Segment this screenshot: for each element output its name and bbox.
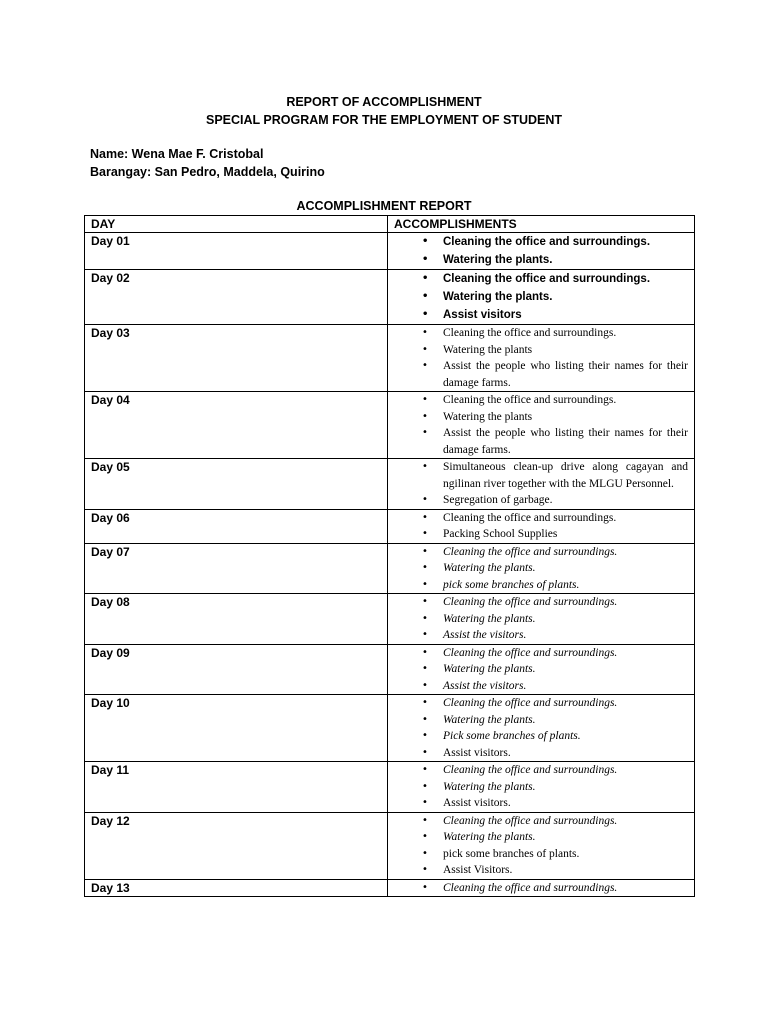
- report-title: REPORT OF ACCOMPLISHMENT: [286, 95, 482, 109]
- table-row: [85, 270, 695, 325]
- report-subtitle: SPECIAL PROGRAM FOR THE EMPLOYMENT OF STUDENT: [205, 113, 563, 127]
- day-cell: Day 04: [85, 392, 388, 459]
- accomplishment-cell: [388, 509, 695, 543]
- list-item: • Assist visitors.: [392, 745, 688, 762]
- accomplishment-cell: [388, 233, 695, 270]
- list-item: • Watering the plants.: [392, 779, 688, 796]
- list-item: • Watering the plants.: [392, 288, 688, 306]
- list-item: • Pick some branches of plants.: [392, 728, 688, 745]
- list-item: • Assist the people who listing their names for their damage farms.: [392, 425, 688, 458]
- list-item: • Watering the plants: [392, 342, 688, 359]
- day-cell: Day 02: [85, 270, 388, 325]
- accomplishment-cell: [388, 594, 695, 645]
- table-header-row: [85, 216, 695, 233]
- list-item: • Watering the plants.: [392, 712, 688, 729]
- accomplishment-cell: [388, 762, 695, 813]
- list-item: • Watering the plants: [392, 409, 688, 426]
- accomplishment-table: [84, 215, 695, 897]
- student-name: Name: Wena Mae F. Cristobal: [90, 147, 264, 161]
- accomplishment-cell: [388, 325, 695, 392]
- accomplishment-cell: [388, 695, 695, 762]
- accomplishment-cell: [388, 459, 695, 510]
- accomplishment-cell: [388, 879, 695, 897]
- day-cell: Day 10: [85, 695, 388, 762]
- table-row: [85, 812, 695, 879]
- list-item: • Assist visitors: [392, 306, 688, 324]
- list-item: • Cleaning the office and surroundings.: [392, 325, 688, 342]
- table-row: [85, 392, 695, 459]
- day-cell: Day 03: [85, 325, 388, 392]
- list-item: • Watering the plants.: [392, 829, 688, 846]
- accomplishment-cell: [388, 392, 695, 459]
- table-caption: ACCOMPLISHMENT REPORT: [296, 199, 472, 213]
- table-row: [85, 644, 695, 695]
- accomplishment-cell: [388, 270, 695, 325]
- list-item: • Cleaning the office and surroundings.: [392, 762, 688, 779]
- student-barangay: Barangay: San Pedro, Maddela, Quirino: [90, 165, 325, 179]
- list-item: • Simultaneous clean-up drive along cagayan and ngilinan river together with the MLGU Personnel.: [392, 459, 688, 492]
- list-item: • Cleaning the office and surroundings.: [392, 695, 688, 712]
- table-row: [85, 594, 695, 645]
- day-cell: Day 11: [85, 762, 388, 813]
- table-row: [85, 543, 695, 594]
- table-row: [85, 762, 695, 813]
- list-item: • Cleaning the office and surroundings.: [392, 392, 688, 409]
- accomplishment-cell: [388, 543, 695, 594]
- table-row: [85, 509, 695, 543]
- list-item: • Assist the visitors.: [392, 678, 688, 695]
- list-item: • Watering the plants.: [392, 661, 688, 678]
- day-cell: Day 09: [85, 644, 388, 695]
- list-item: • Watering the plants.: [392, 611, 688, 628]
- list-item: • Assist visitors.: [392, 795, 688, 812]
- list-item: • Assist the people who listing their names for their damage farms.: [392, 358, 688, 391]
- list-item: • Watering the plants.: [392, 560, 688, 577]
- table-row: [85, 459, 695, 510]
- list-item: • Cleaning the office and surroundings.: [392, 645, 688, 662]
- list-item: • Cleaning the office and surroundings.: [392, 510, 688, 527]
- day-cell: Day 06: [85, 509, 388, 543]
- day-cell: Day 07: [85, 543, 388, 594]
- list-item: • Cleaning the office and surroundings.: [392, 544, 688, 561]
- list-item: • Cleaning the office and surroundings.: [392, 880, 688, 897]
- table-row: [85, 233, 695, 270]
- day-cell: Day 13: [85, 879, 388, 897]
- list-item: • Assist the visitors.: [392, 627, 688, 644]
- day-cell: Day 08: [85, 594, 388, 645]
- list-item: • Cleaning the office and surroundings.: [392, 813, 688, 830]
- day-cell: Day 01: [85, 233, 388, 270]
- day-cell: Day 12: [85, 812, 388, 879]
- table-row: [85, 879, 695, 897]
- day-cell: Day 05: [85, 459, 388, 510]
- column-header-day: DAY: [85, 216, 388, 233]
- column-header-accomplishments: ACCOMPLISHMENTS: [388, 216, 695, 233]
- list-item: • Segregation of garbage.: [392, 492, 688, 509]
- table-row: [85, 325, 695, 392]
- accomplishment-cell: [388, 812, 695, 879]
- list-item: • Watering the plants.: [392, 251, 688, 269]
- list-item: • Assist Visitors.: [392, 862, 688, 879]
- table-row: [85, 695, 695, 762]
- list-item: • pick some branches of plants.: [392, 577, 688, 594]
- list-item: • pick some branches of plants.: [392, 846, 688, 863]
- list-item: • Cleaning the office and surroundings.: [392, 270, 688, 288]
- list-item: • Packing School Supplies: [392, 526, 688, 543]
- list-item: • Cleaning the office and surroundings.: [392, 594, 688, 611]
- list-item: • Cleaning the office and surroundings.: [392, 233, 688, 251]
- accomplishment-cell: [388, 644, 695, 695]
